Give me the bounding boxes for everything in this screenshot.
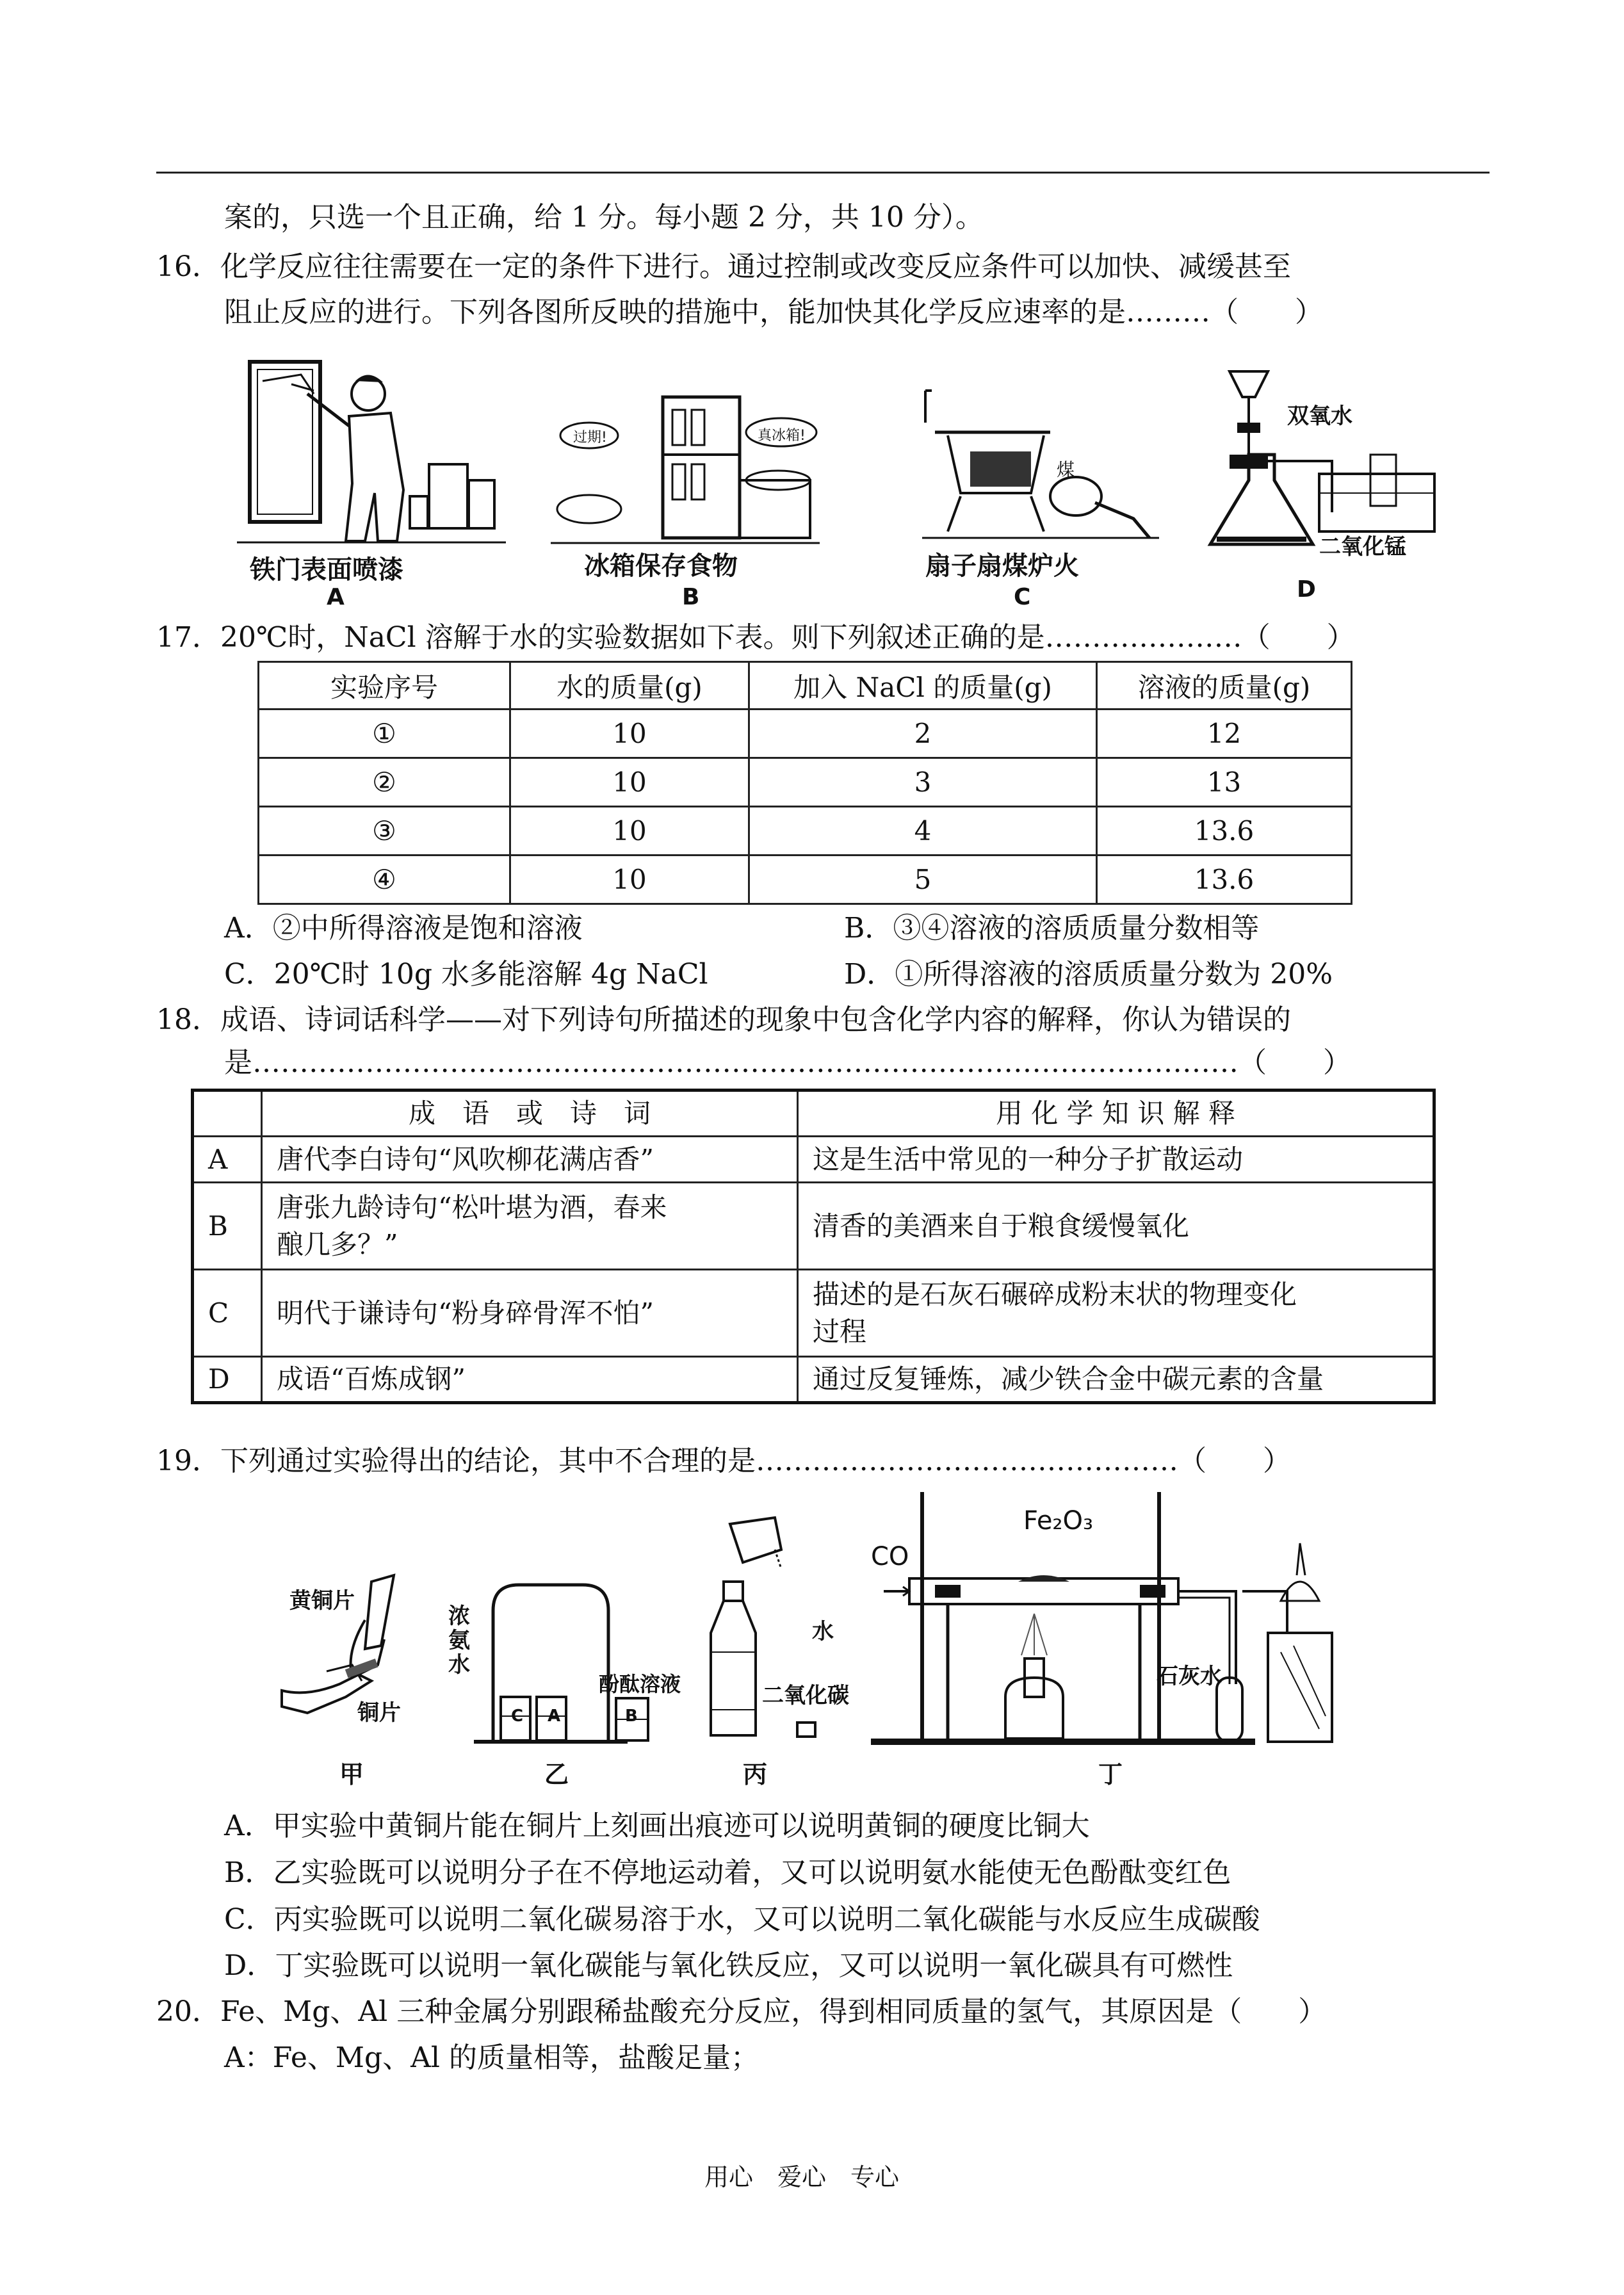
label-co: CO — [871, 1542, 909, 1571]
q20-line: 20．Fe、Mg、Al 三种金属分别跟稀盐酸充分反应，得到相同质量的氢气，其原因是（ ） — [156, 1995, 1327, 2028]
label-copper: 铜片 — [357, 1700, 401, 1726]
q17-cell: 4 — [749, 807, 1097, 856]
q19-option-d: D．丁实验既可以说明一氧化碳能与氧化铁反应，又可以说明一氧化碳具有可燃性 — [224, 1949, 1233, 1982]
poem-line: 唐张九龄诗句“松叶堪为酒，春来 — [277, 1191, 667, 1223]
q18-line2: 是……………………………………………………………………………………………（ ） — [224, 1046, 1351, 1079]
q19-option-c: C．丙实验既可以说明二氧化碳易溶于水，又可以说明二氧化碳能与水反应生成碳酸 — [224, 1903, 1260, 1936]
figure-a-painting-door — [237, 355, 506, 547]
q17-option-c: C．20℃时 10g 水多能溶解 4g NaCl — [224, 958, 708, 991]
q17-option-d: D．①所得溶液的溶质质量分数为 20% — [844, 958, 1333, 991]
q18-row-explain — [798, 1183, 1434, 1270]
q16-line1: 16．化学反应往往需要在一定的条件下进行。通过控制或改变反应条件可以加快、减缓甚至 — [156, 250, 1291, 283]
figure-c-letter: C — [1014, 584, 1031, 610]
figure-b-letter: B — [682, 584, 700, 610]
q18-row-poem — [262, 1137, 798, 1183]
label-phenolphthalein: 酚酞溶液 — [599, 1672, 681, 1696]
figure-a-letter: A — [327, 584, 345, 610]
q19-line: 19．下列通过实验得出的结论，其中不合理的是………………………………………（ ） — [156, 1445, 1291, 1477]
label-water: 水 — [812, 1619, 834, 1644]
explain-line: 描述的是石灰石碾碎成粉末状的物理变化 — [813, 1278, 1297, 1310]
q17-cell: 3 — [749, 758, 1097, 807]
label-beaker-a: A — [548, 1707, 561, 1726]
figure-ding-caption: 丁 — [1098, 1760, 1123, 1788]
q17-option-a: A．②中所得溶液是饱和溶液 — [224, 912, 583, 945]
q18-row-explain — [798, 1357, 1434, 1403]
figure-b-bubble-left: 过期! — [573, 430, 607, 446]
q18-row-letter: B — [193, 1183, 262, 1270]
explain-line: 清香的美酒来自于粮食缓慢氧化 — [813, 1210, 1190, 1242]
q17-header-cell: 实验序号 — [259, 662, 510, 710]
figure-b-fridge — [551, 384, 820, 547]
page-footer: 用心 爱心 专心 — [704, 2163, 900, 2191]
q18-row-letter: C — [193, 1270, 262, 1357]
label-fe2o3: Fe₂O₃ — [1023, 1506, 1093, 1536]
q18-table — [191, 1089, 1436, 1404]
q18-row-poem — [262, 1357, 798, 1403]
q17-cell: 10 — [510, 807, 749, 856]
q18-header-poem: 成 语 或 诗 词 — [262, 1091, 798, 1137]
q17-cell: ② — [259, 758, 510, 807]
q19-option-b: B．乙实验既可以说明分子在不停地运动着，又可以说明氨水能使无色酚酞变红色 — [224, 1856, 1231, 1889]
q19-option-a: A．甲实验中黄铜片能在铜片上刻画出痕迹可以说明黄铜的硬度比铜大 — [224, 1810, 1090, 1842]
header-rule — [156, 172, 1490, 174]
q17-cell: 5 — [749, 856, 1097, 904]
figure-a-caption: 铁门表面喷漆 — [250, 555, 403, 585]
q17-header-cell: 溶液的质量(g) — [1097, 662, 1352, 710]
figure-d-letter: D — [1297, 576, 1316, 603]
q20-option-a: A：Fe、Mg、Al 的质量相等，盐酸足量； — [224, 2041, 759, 2074]
q16-line2: 阻止反应的进行。下列各图所反映的措施中，能加快其化学反应速率的是………（ ） — [224, 296, 1323, 328]
figure-d-label-mno2: 二氧化锰 — [1319, 534, 1406, 560]
q17-cell: 13.6 — [1097, 807, 1352, 856]
figure-b-caption: 冰箱保存食物 — [584, 551, 738, 581]
q17-header-cell: 加入 NaCl 的质量(g) — [749, 662, 1097, 710]
q18-row-poem — [262, 1270, 798, 1357]
q17-option-b: B．③④溶液的溶质质量分数相等 — [844, 912, 1260, 945]
q17-line: 17．20℃时，NaCl 溶解于水的实验数据如下表。则下列叙述正确的是…………………（ ） — [156, 621, 1355, 654]
label-co2: 二氧化碳 — [762, 1683, 849, 1708]
figure-b-bubble-right: 真冰箱! — [758, 428, 806, 444]
q17-cell: ① — [259, 710, 510, 758]
q17-cell: ④ — [259, 856, 510, 904]
q17-cell: 10 — [510, 758, 749, 807]
q17-cell: 10 — [510, 710, 749, 758]
explain-line: 这是生活中常见的一种分子扩散运动 — [813, 1143, 1244, 1175]
q18-row-letter: D — [193, 1357, 262, 1403]
figure-c-coal-label: 煤 — [1057, 459, 1075, 480]
explain-line: 通过反复锤炼，减少铁合金中碳元素的含量 — [813, 1363, 1324, 1395]
label-ammonia-2: 氨 — [448, 1628, 470, 1653]
poem-line: 酿几多？” — [277, 1228, 398, 1260]
q17-cell: 2 — [749, 710, 1097, 758]
label-limewater: 石灰水 — [1157, 1664, 1222, 1689]
figure-d-label-h2o2: 双氧水 — [1287, 403, 1352, 429]
label-beaker-b: B — [625, 1707, 638, 1726]
label-ammonia-3: 水 — [448, 1652, 470, 1678]
q18-row-explain — [798, 1270, 1434, 1357]
figure-c-caption: 扇子扇煤炉火 — [925, 551, 1079, 581]
q17-cell: ③ — [259, 807, 510, 856]
label-beaker-c: C — [511, 1707, 524, 1726]
poem-line: 唐代李白诗句“风吹柳花满店香” — [277, 1143, 654, 1175]
q17-cell: 13 — [1097, 758, 1352, 807]
q17-header-cell: 水的质量(g) — [510, 662, 749, 710]
figure-bing-caption: 丙 — [743, 1760, 768, 1788]
poem-line: 明代于谦诗句“粉身碎骨浑不怕” — [277, 1297, 654, 1329]
figure-jia-caption: 甲 — [339, 1760, 364, 1788]
explain-line: 过程 — [813, 1315, 867, 1347]
q17-table — [257, 661, 1352, 905]
poem-line: 成语“百炼成钢” — [277, 1363, 466, 1395]
q18-row-letter: A — [193, 1137, 262, 1183]
q17-cell: 10 — [510, 856, 749, 904]
q18-header-explain: 用 化 学 知 识 解 释 — [798, 1091, 1434, 1137]
section-instruction: 案的，只选一个且正确，给 1 分。每小题 2 分，共 10 分）。 — [224, 201, 984, 234]
q18-line1: 18．成语、诗词话科学——对下列诗句所描述的现象中包含化学内容的解释，你认为错误的 — [156, 1003, 1291, 1036]
figure-c-stove-fan — [922, 384, 1159, 544]
q18-row-explain — [798, 1137, 1434, 1183]
label-ammonia-1: 浓 — [448, 1603, 470, 1629]
q18-row-poem — [262, 1183, 798, 1270]
label-brass: 黄铜片 — [289, 1588, 355, 1614]
figure-ding-co-reduction — [871, 1486, 1409, 1748]
q17-cell: 12 — [1097, 710, 1352, 758]
figure-yi-caption: 乙 — [544, 1760, 569, 1788]
q17-cell: 13.6 — [1097, 856, 1352, 904]
